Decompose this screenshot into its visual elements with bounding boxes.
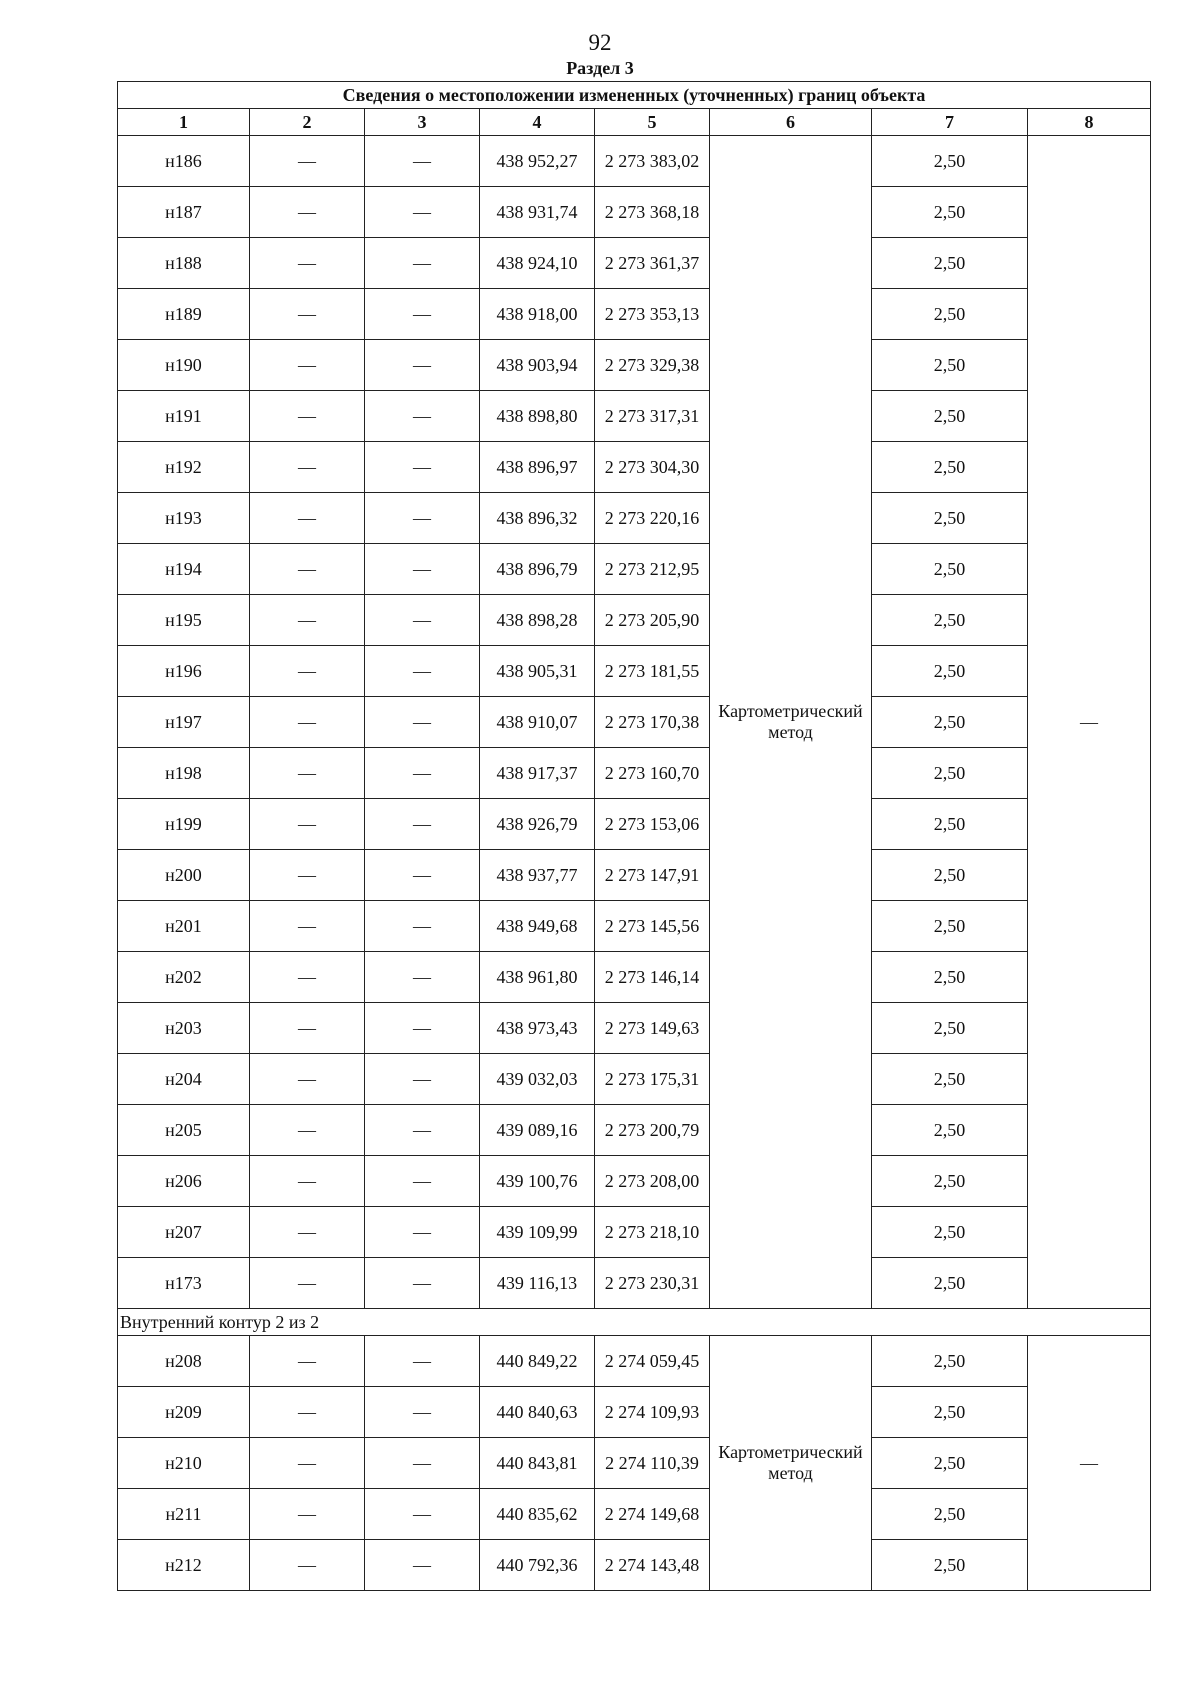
- col2-cell: —: [250, 646, 365, 697]
- table-row: [118, 748, 1151, 799]
- y-coordinate-cell: 2 273 304,30: [595, 442, 710, 493]
- table-row: [118, 442, 1151, 493]
- y-coordinate-cell: 2 273 212,95: [595, 544, 710, 595]
- table-row: [118, 1054, 1151, 1105]
- x-coordinate-cell: 438 952,27: [480, 136, 595, 187]
- contour-label-row: [118, 1309, 1151, 1336]
- col8-cell: —: [1028, 1336, 1151, 1591]
- y-coordinate-cell: 2 273 368,18: [595, 187, 710, 238]
- accuracy-cell: 2,50: [872, 697, 1028, 748]
- accuracy-cell: 2,50: [872, 1387, 1028, 1438]
- accuracy-cell: 2,50: [872, 340, 1028, 391]
- y-coordinate-cell: 2 273 205,90: [595, 595, 710, 646]
- x-coordinate-cell: 438 898,80: [480, 391, 595, 442]
- y-coordinate-cell: 2 274 149,68: [595, 1489, 710, 1540]
- y-coordinate-cell: 2 273 329,38: [595, 340, 710, 391]
- table-row: [118, 1336, 1151, 1387]
- point-name-cell: н200: [118, 850, 250, 901]
- y-coordinate-cell: 2 273 383,02: [595, 136, 710, 187]
- x-coordinate-cell: 438 898,28: [480, 595, 595, 646]
- table-row: [118, 901, 1151, 952]
- col2-cell: —: [250, 799, 365, 850]
- boundary-table: [117, 81, 1151, 1591]
- col3-cell: —: [365, 952, 480, 1003]
- table-row: [118, 1540, 1151, 1591]
- col2-cell: —: [250, 1387, 365, 1438]
- point-name-cell: н192: [118, 442, 250, 493]
- table-row: [118, 340, 1151, 391]
- point-name-cell: н186: [118, 136, 250, 187]
- accuracy-cell: 2,50: [872, 1156, 1028, 1207]
- y-coordinate-cell: 2 273 230,31: [595, 1258, 710, 1309]
- accuracy-cell: 2,50: [872, 952, 1028, 1003]
- y-coordinate-cell: 2 274 059,45: [595, 1336, 710, 1387]
- y-coordinate-cell: 2 273 317,31: [595, 391, 710, 442]
- x-coordinate-cell: 439 100,76: [480, 1156, 595, 1207]
- y-coordinate-cell: 2 273 145,56: [595, 901, 710, 952]
- table-row: [118, 1489, 1151, 1540]
- point-name-cell: н209: [118, 1387, 250, 1438]
- x-coordinate-cell: 440 840,63: [480, 1387, 595, 1438]
- accuracy-cell: 2,50: [872, 493, 1028, 544]
- table-row: [118, 697, 1151, 748]
- col2-cell: —: [250, 1336, 365, 1387]
- col2-cell: —: [250, 1054, 365, 1105]
- table-row: [118, 1438, 1151, 1489]
- point-name-cell: н173: [118, 1258, 250, 1309]
- col3-cell: —: [365, 1105, 480, 1156]
- x-coordinate-cell: 438 926,79: [480, 799, 595, 850]
- point-name-cell: н208: [118, 1336, 250, 1387]
- col3-cell: —: [365, 187, 480, 238]
- col2-cell: —: [250, 1489, 365, 1540]
- accuracy-cell: 2,50: [872, 901, 1028, 952]
- x-coordinate-cell: 439 109,99: [480, 1207, 595, 1258]
- table-row: [118, 850, 1151, 901]
- x-coordinate-cell: 438 905,31: [480, 646, 595, 697]
- col3-cell: —: [365, 748, 480, 799]
- point-name-cell: н195: [118, 595, 250, 646]
- point-name-cell: н201: [118, 901, 250, 952]
- table-row: [118, 289, 1151, 340]
- col2-cell: —: [250, 1258, 365, 1309]
- table-row: [118, 799, 1151, 850]
- col2-cell: —: [250, 238, 365, 289]
- y-coordinate-cell: 2 273 170,38: [595, 697, 710, 748]
- accuracy-cell: 2,50: [872, 1258, 1028, 1309]
- accuracy-cell: 2,50: [872, 1438, 1028, 1489]
- col3-cell: —: [365, 1003, 480, 1054]
- col3-cell: —: [365, 646, 480, 697]
- col2-cell: —: [250, 952, 365, 1003]
- point-name-cell: н194: [118, 544, 250, 595]
- x-coordinate-cell: 438 949,68: [480, 901, 595, 952]
- accuracy-cell: 2,50: [872, 1336, 1028, 1387]
- point-name-cell: н198: [118, 748, 250, 799]
- y-coordinate-cell: 2 273 220,16: [595, 493, 710, 544]
- accuracy-cell: 2,50: [872, 289, 1028, 340]
- col2-cell: —: [250, 1207, 365, 1258]
- accuracy-cell: 2,50: [872, 1105, 1028, 1156]
- column-header: 5: [595, 109, 710, 136]
- col2-cell: —: [250, 442, 365, 493]
- col2-cell: —: [250, 493, 365, 544]
- col3-cell: —: [365, 1387, 480, 1438]
- point-name-cell: н191: [118, 391, 250, 442]
- y-coordinate-cell: 2 273 361,37: [595, 238, 710, 289]
- col3-cell: —: [365, 391, 480, 442]
- point-name-cell: н212: [118, 1540, 250, 1591]
- col2-cell: —: [250, 697, 365, 748]
- point-name-cell: н193: [118, 493, 250, 544]
- table-row: [118, 1003, 1151, 1054]
- col3-cell: —: [365, 289, 480, 340]
- col2-cell: —: [250, 391, 365, 442]
- accuracy-cell: 2,50: [872, 544, 1028, 595]
- table-row: [118, 1387, 1151, 1438]
- x-coordinate-cell: 438 896,97: [480, 442, 595, 493]
- col2-cell: —: [250, 1105, 365, 1156]
- col8-cell: —: [1028, 136, 1151, 1309]
- y-coordinate-cell: 2 273 160,70: [595, 748, 710, 799]
- accuracy-cell: 2,50: [872, 1003, 1028, 1054]
- col2-cell: —: [250, 901, 365, 952]
- table-row: [118, 391, 1151, 442]
- point-name-cell: н196: [118, 646, 250, 697]
- x-coordinate-cell: 438 903,94: [480, 340, 595, 391]
- col3-cell: —: [365, 595, 480, 646]
- x-coordinate-cell: 438 973,43: [480, 1003, 595, 1054]
- column-header: 1: [118, 109, 250, 136]
- col3-cell: —: [365, 1489, 480, 1540]
- col3-cell: —: [365, 799, 480, 850]
- accuracy-cell: 2,50: [872, 799, 1028, 850]
- col2-cell: —: [250, 136, 365, 187]
- x-coordinate-cell: 440 835,62: [480, 1489, 595, 1540]
- point-name-cell: н189: [118, 289, 250, 340]
- col2-cell: —: [250, 289, 365, 340]
- table-row: [118, 1156, 1151, 1207]
- col2-cell: —: [250, 1156, 365, 1207]
- col3-cell: —: [365, 1336, 480, 1387]
- y-coordinate-cell: 2 273 181,55: [595, 646, 710, 697]
- col2-cell: —: [250, 1438, 365, 1489]
- table-row: [118, 952, 1151, 1003]
- method-cell: Картометрический метод: [710, 1336, 872, 1591]
- point-name-cell: н197: [118, 697, 250, 748]
- col3-cell: —: [365, 442, 480, 493]
- col3-cell: —: [365, 544, 480, 595]
- method-cell: Картометрический метод: [710, 136, 872, 1309]
- point-name-cell: н207: [118, 1207, 250, 1258]
- y-coordinate-cell: 2 273 175,31: [595, 1054, 710, 1105]
- accuracy-cell: 2,50: [872, 646, 1028, 697]
- col2-cell: —: [250, 1540, 365, 1591]
- accuracy-cell: 2,50: [872, 187, 1028, 238]
- point-name-cell: н188: [118, 238, 250, 289]
- column-header: 4: [480, 109, 595, 136]
- point-name-cell: н190: [118, 340, 250, 391]
- table-row: [118, 238, 1151, 289]
- point-name-cell: н205: [118, 1105, 250, 1156]
- y-coordinate-cell: 2 273 147,91: [595, 850, 710, 901]
- accuracy-cell: 2,50: [872, 238, 1028, 289]
- col2-cell: —: [250, 340, 365, 391]
- table-row: [118, 136, 1151, 187]
- col3-cell: —: [365, 850, 480, 901]
- table-row: [118, 1105, 1151, 1156]
- accuracy-cell: 2,50: [872, 136, 1028, 187]
- y-coordinate-cell: 2 273 200,79: [595, 1105, 710, 1156]
- contour-label: Внутренний контур 2 из 2: [118, 1309, 1151, 1336]
- table-row: [118, 1207, 1151, 1258]
- table-caption: Сведения о местоположении измененных (уточненных) границ объекта: [118, 82, 1151, 109]
- column-header: 2: [250, 109, 365, 136]
- col3-cell: —: [365, 901, 480, 952]
- col2-cell: —: [250, 544, 365, 595]
- x-coordinate-cell: 438 931,74: [480, 187, 595, 238]
- x-coordinate-cell: 438 896,79: [480, 544, 595, 595]
- column-header: 3: [365, 109, 480, 136]
- table-row: [118, 544, 1151, 595]
- x-coordinate-cell: 438 937,77: [480, 850, 595, 901]
- y-coordinate-cell: 2 273 146,14: [595, 952, 710, 1003]
- accuracy-cell: 2,50: [872, 850, 1028, 901]
- y-coordinate-cell: 2 274 143,48: [595, 1540, 710, 1591]
- x-coordinate-cell: 440 849,22: [480, 1336, 595, 1387]
- accuracy-cell: 2,50: [872, 1054, 1028, 1105]
- x-coordinate-cell: 439 116,13: [480, 1258, 595, 1309]
- table-row: [118, 187, 1151, 238]
- section-title: Раздел 3: [566, 58, 634, 78]
- col3-cell: —: [365, 1156, 480, 1207]
- x-coordinate-cell: 438 961,80: [480, 952, 595, 1003]
- col3-cell: —: [365, 1540, 480, 1591]
- x-coordinate-cell: 438 917,37: [480, 748, 595, 799]
- col2-cell: —: [250, 187, 365, 238]
- point-name-cell: н202: [118, 952, 250, 1003]
- column-header: 8: [1028, 109, 1151, 136]
- table-row: [118, 646, 1151, 697]
- y-coordinate-cell: 2 273 218,10: [595, 1207, 710, 1258]
- col3-cell: —: [365, 1438, 480, 1489]
- col2-cell: —: [250, 850, 365, 901]
- accuracy-cell: 2,50: [872, 1207, 1028, 1258]
- col3-cell: —: [365, 697, 480, 748]
- y-coordinate-cell: 2 273 353,13: [595, 289, 710, 340]
- y-coordinate-cell: 2 273 153,06: [595, 799, 710, 850]
- page-number: 92: [588, 30, 612, 55]
- table-row: [118, 1258, 1151, 1309]
- col3-cell: —: [365, 136, 480, 187]
- column-header: 7: [872, 109, 1028, 136]
- point-name-cell: н211: [118, 1489, 250, 1540]
- x-coordinate-cell: 438 918,00: [480, 289, 595, 340]
- x-coordinate-cell: 440 792,36: [480, 1540, 595, 1591]
- x-coordinate-cell: 438 896,32: [480, 493, 595, 544]
- col3-cell: —: [365, 493, 480, 544]
- y-coordinate-cell: 2 274 110,39: [595, 1438, 710, 1489]
- accuracy-cell: 2,50: [872, 1489, 1028, 1540]
- y-coordinate-cell: 2 274 109,93: [595, 1387, 710, 1438]
- point-name-cell: н204: [118, 1054, 250, 1105]
- column-header-row: [118, 109, 1151, 136]
- col3-cell: —: [365, 238, 480, 289]
- column-header: 6: [710, 109, 872, 136]
- accuracy-cell: 2,50: [872, 1540, 1028, 1591]
- x-coordinate-cell: 438 910,07: [480, 697, 595, 748]
- point-name-cell: н203: [118, 1003, 250, 1054]
- accuracy-cell: 2,50: [872, 442, 1028, 493]
- x-coordinate-cell: 439 089,16: [480, 1105, 595, 1156]
- col2-cell: —: [250, 748, 365, 799]
- y-coordinate-cell: 2 273 208,00: [595, 1156, 710, 1207]
- point-name-cell: н187: [118, 187, 250, 238]
- x-coordinate-cell: 439 032,03: [480, 1054, 595, 1105]
- point-name-cell: н210: [118, 1438, 250, 1489]
- col3-cell: —: [365, 1258, 480, 1309]
- col3-cell: —: [365, 340, 480, 391]
- x-coordinate-cell: 440 843,81: [480, 1438, 595, 1489]
- y-coordinate-cell: 2 273 149,63: [595, 1003, 710, 1054]
- accuracy-cell: 2,50: [872, 391, 1028, 442]
- col2-cell: —: [250, 595, 365, 646]
- table-row: [118, 595, 1151, 646]
- accuracy-cell: 2,50: [872, 595, 1028, 646]
- col3-cell: —: [365, 1054, 480, 1105]
- x-coordinate-cell: 438 924,10: [480, 238, 595, 289]
- accuracy-cell: 2,50: [872, 748, 1028, 799]
- table-body: [118, 136, 1151, 1591]
- table-row: [118, 493, 1151, 544]
- point-name-cell: н199: [118, 799, 250, 850]
- point-name-cell: н206: [118, 1156, 250, 1207]
- col2-cell: —: [250, 1003, 365, 1054]
- col3-cell: —: [365, 1207, 480, 1258]
